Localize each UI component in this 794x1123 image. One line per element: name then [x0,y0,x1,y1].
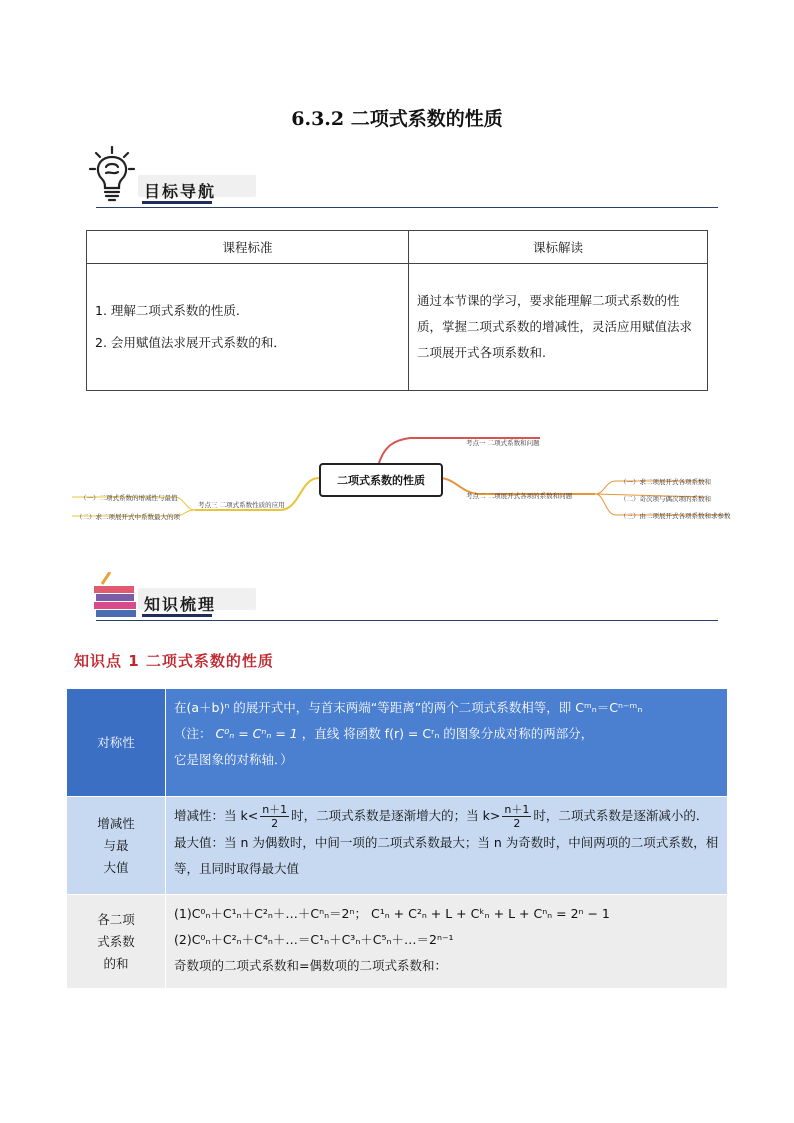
knowledge-heading: 知识梳理 [144,595,217,614]
mindmap-branch: 考点一 二项式系数和问题 [466,439,540,447]
fraction: $\frac{n+1}{2}$ [504,803,530,830]
sum-line: (2)C⁰ₙ＋C²ₙ＋C⁴ₙ＋…＝C¹ₙ＋C³ₙ＋C⁵ₙ＋…＝2ⁿ⁻¹ [174,932,454,947]
sum-label: 各二项 式系数 的和 [67,895,166,989]
sum-content [166,895,728,989]
symmetry-line: 在(a＋b)ⁿ 的展开式中，与首末两端“等距离”的两个二项式系数相等，即 Cᵐₙ＝Cⁿ⁻ᵐₙ [174,700,643,715]
mindmap-center: 二项式系数的性质 [319,463,443,497]
mindmap-leaf: （三）由二项展开式各项系数和求参数 [620,512,731,520]
symmetry-label: 对称性 [67,689,166,797]
goals-heading: 目标导航 [144,182,217,201]
properties-table [66,688,728,989]
symmetry-line: 它是图象的对称轴．） [174,752,293,767]
course-standard-item: 1. 理解二项式系数的性质. [95,303,240,318]
books-pencil-icon [92,572,142,618]
mindmap-leaf: （一）二项式系数的增减性与最值 [80,494,178,502]
sum-line: (1)C⁰ₙ＋C¹ₙ＋C²ₙ＋…＋Cⁿₙ＝2ⁿ； C¹ₙ + C²ₙ + L + Cᵏₙ + L + Cⁿₙ = 2ⁿ − 1 [174,906,610,921]
mindmap-branch: 考点二 二项展开式各项的系数和问题 [466,492,573,500]
knowledge-banner [88,572,718,624]
knowledge-point-title: 知识点 1 二项式系数的性质 [74,652,274,670]
course-interpretation-header: 课标解读 [409,231,708,264]
symmetry-note: （注： C⁰ₙ = Cⁿₙ = 1 ，直线 将函数 f(r) = Cʳₙ 的图象分成对称的两部分， [174,726,594,741]
monotonic-content: 增减性：当 k< $\frac{n+1}{2}$ 时，二项式系数是逐渐增大的；当 k> $\frac{n+1}{2}$ 时，二项式系数是逐渐减小的．最大值：当 n 为偶数时，中间一项的二项式系数最大；当 n 为奇数时，中间两项的二项式系数，相等，且同时取得最大值 [166,797,728,895]
course-standard-item: 2. 会用赋值法求展开式系数的和． [95,335,286,350]
mindmap-leaf: （一）求二项展开式各项系数和 [620,478,711,486]
mindmap-leaf: （二）奇次项与偶次项的系数和 [620,495,711,503]
page-title: 6.3.2 二项式系数的性质 [291,108,503,130]
sum-line: 奇数项的二项式系数和=偶数项的二项式系数和： [174,958,447,973]
monotonic-label: 增减性 与最 大值 [67,797,166,895]
mindmap-leaf: （二）求二项展开式中系数最大的项 [76,513,180,521]
fraction: $\frac{n+1}{2}$ [262,803,288,830]
symmetry-content [166,689,728,797]
course-interpretation-cell: 通过本节课的学习，要求能理解二项式系数的性质，掌握二项式系数的增减性，灵活应用赋值法求二项展开式各项系数和. [409,264,708,391]
mindmap-branch: 考点三 二项式系数性质的应用 [198,501,285,509]
course-standard-header: 课程标准 [87,231,409,264]
